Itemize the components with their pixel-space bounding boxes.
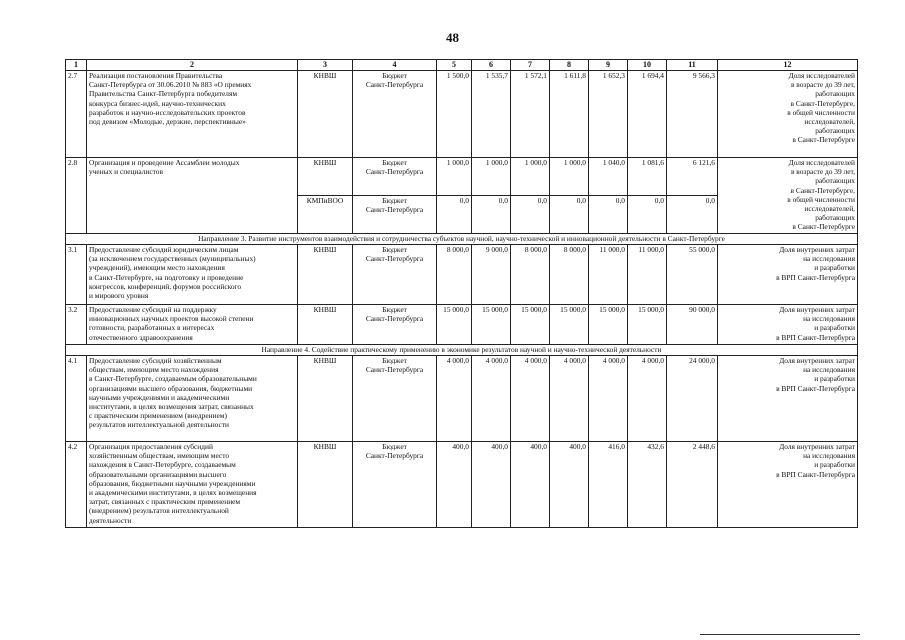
indicator: Доля внутренних затрат на исследования и разработки в ВРП Санкт-Петербурга [718,305,858,345]
row-id: 3.1 [66,245,87,305]
total-cell: 90 000,0 [667,305,718,345]
value-cell: 0,0 [628,196,667,234]
total-cell: 6 121,6 [667,158,718,196]
indicator: Доля внутренних затрат на исследования и разработки в ВРП Санкт-Петербурга [718,245,858,305]
value-cell: 8 000,0 [511,245,550,305]
page-number: 48 [446,30,459,45]
value-cell: 1 535,7 [472,71,511,158]
executor: КНВШ [298,442,353,528]
indicator: Доля внутренних затрат на исследования и разработки в ВРП Санкт-Петербурга [718,356,858,442]
value-cell: 4 000,0 [437,356,472,442]
activity-name: Предоставление субсидий на поддержку инновационных научных проектов высокой степени готовности, разработанных в интересах отечественного здравоохранения [87,305,298,345]
value-cell: 400,0 [550,442,589,528]
value-cell: 4 000,0 [550,356,589,442]
value-cell: 0,0 [589,196,628,234]
header-cell: 9 [589,60,628,71]
header-cell: 6 [472,60,511,71]
value-cell: 0,0 [472,196,511,234]
row-id: 3.2 [66,305,87,345]
header-cell: 11 [667,60,718,71]
total-cell: 0,0 [667,196,718,234]
value-cell: 15 000,0 [628,305,667,345]
executor: КНВШ [298,71,353,158]
value-cell: 1 040,0 [589,158,628,196]
header-cell: 2 [87,60,298,71]
header-cell: 10 [628,60,667,71]
row-id: 4.2 [66,442,87,528]
table-row [66,71,858,158]
executor: КНВШ [298,158,353,196]
value-cell: 1 081,6 [628,158,667,196]
table-row [66,245,858,305]
value-cell: 1 000,0 [511,158,550,196]
value-cell: 4 000,0 [472,356,511,442]
value-cell: 8 000,0 [550,245,589,305]
value-cell: 4 000,0 [628,356,667,442]
value-cell: 9 000,0 [472,245,511,305]
funding-source: Бюджет Санкт-Петербурга [353,196,437,234]
header-cell: 8 [550,60,589,71]
section-title: Направление 3. Развитие инструментов взаимодействия и сотрудничества субъектов научной, научно-технической и инновационной деятельности в Санкт-Петербурге [66,234,858,245]
value-cell: 416,0 [589,442,628,528]
section-row [66,345,858,356]
header-cell: 5 [437,60,472,71]
indicator: Доля исследователей в возрасте до 39 лет, работающих в Санкт-Петербурге, в общей численности исследователей, работающих в Санкт-Петербурге [718,158,858,234]
total-cell: 2 448,6 [667,442,718,528]
activity-name: Предоставление субсидий юридическим лицам (за исключением государственных (муниципальных) учреждений), имеющим место нахождения в Санкт-Петербурге, на подготовку и проведение конгрессов, конференций, форумов российского и мирового уровня [87,245,298,305]
header-cell: 4 [353,60,437,71]
funding-source: Бюджет Санкт-Петербурга [353,305,437,345]
funding-source: Бюджет Санкт-Петербурга [353,442,437,528]
value-cell: 4 000,0 [589,356,628,442]
value-cell: 400,0 [472,442,511,528]
value-cell: 8 000,0 [437,245,472,305]
value-cell: 1 000,0 [437,158,472,196]
value-cell: 15 000,0 [437,305,472,345]
value-cell: 400,0 [511,442,550,528]
value-cell: 1 611,8 [550,71,589,158]
value-cell: 11 000,0 [589,245,628,305]
table-row [66,442,858,528]
header-cell: 3 [298,60,353,71]
table-row [66,356,858,442]
indicator: Доля исследователей в возрасте до 39 лет, работающих в Санкт-Петербурге, в общей численности исследователей, работающих в Санкт-Петербурге [718,71,858,158]
executor: КМПиВОО [298,196,353,234]
executor: КНВШ [298,305,353,345]
header-cell: 7 [511,60,550,71]
section-title: Направление 4. Содействие практическому применению в экономике результатов научной и научно-технической деятельности [66,345,858,356]
activity-name: Организация предоставления субсидий хозяйственным обществам, имеющим место нахождения в Санкт-Петербурге, создаваемым образовательными организациями высшего образования, бюджетными научными учреждениями и академическими институтами, в целях возмещения затрат, связанных с практическим применением (внедрением) результатов интеллектуальной деятельности [87,442,298,528]
value-cell: 15 000,0 [472,305,511,345]
value-cell: 15 000,0 [511,305,550,345]
value-cell: 400,0 [437,442,472,528]
value-cell: 1 572,1 [511,71,550,158]
value-cell: 1 000,0 [472,158,511,196]
activity-name: Предоставление субсидий хозяйственным обществам, имеющим место нахождения в Санкт-Петербурге, создаваемым образовательными организациями высшего образования, бюджетными научными учреждениями и академическими институтами, в целях возмещения затрат, связанных с практическим применением (внедрением) результатов интеллектуальной деятельности [87,356,298,442]
value-cell: 1 500,0 [437,71,472,158]
value-cell: 4 000,0 [511,356,550,442]
total-cell: 24 000,0 [667,356,718,442]
funding-source: Бюджет Санкт-Петербурга [353,158,437,196]
program-table [65,59,858,528]
total-cell: 55 000,0 [667,245,718,305]
value-cell: 1 694,4 [628,71,667,158]
activity-name: Реализация постановления Правительства Санкт-Петербурга от 30.06.2010 № 883 «О премиях Правительства Санкт-Петербурга победителям конкурса бизнес-идей, научно-технических разработок и научно-исследовательских проектов под девизом «Молодые, дерзкие, перспективные» [87,71,298,158]
value-cell: 0,0 [550,196,589,234]
row-id: 2.7 [66,71,87,158]
indicator: Доля внутренних затрат на исследования и разработки в ВРП Санкт-Петербурга [718,442,858,528]
total-cell: 9 566,3 [667,71,718,158]
header-row [66,60,858,71]
value-cell: 0,0 [437,196,472,234]
section-row [66,234,858,245]
footer-rule [700,634,860,635]
activity-name: Организация и проведение Ассамблеи молодых ученых и специалистов [87,158,298,234]
value-cell: 0,0 [511,196,550,234]
header-cell: 12 [718,60,858,71]
table-row [66,305,858,345]
executor: КНВШ [298,245,353,305]
value-cell: 15 000,0 [550,305,589,345]
header-cell: 1 [66,60,87,71]
value-cell: 1 652,3 [589,71,628,158]
row-id: 2.8 [66,158,87,234]
funding-source: Бюджет Санкт-Петербурга [353,245,437,305]
value-cell: 11 000,0 [628,245,667,305]
table-row [66,158,858,196]
executor: КНВШ [298,356,353,442]
row-id: 4.1 [66,356,87,442]
funding-source: Бюджет Санкт-Петербурга [353,71,437,158]
value-cell: 1 000,0 [550,158,589,196]
value-cell: 432,6 [628,442,667,528]
funding-source: Бюджет Санкт-Петербурга [353,356,437,442]
value-cell: 15 000,0 [589,305,628,345]
